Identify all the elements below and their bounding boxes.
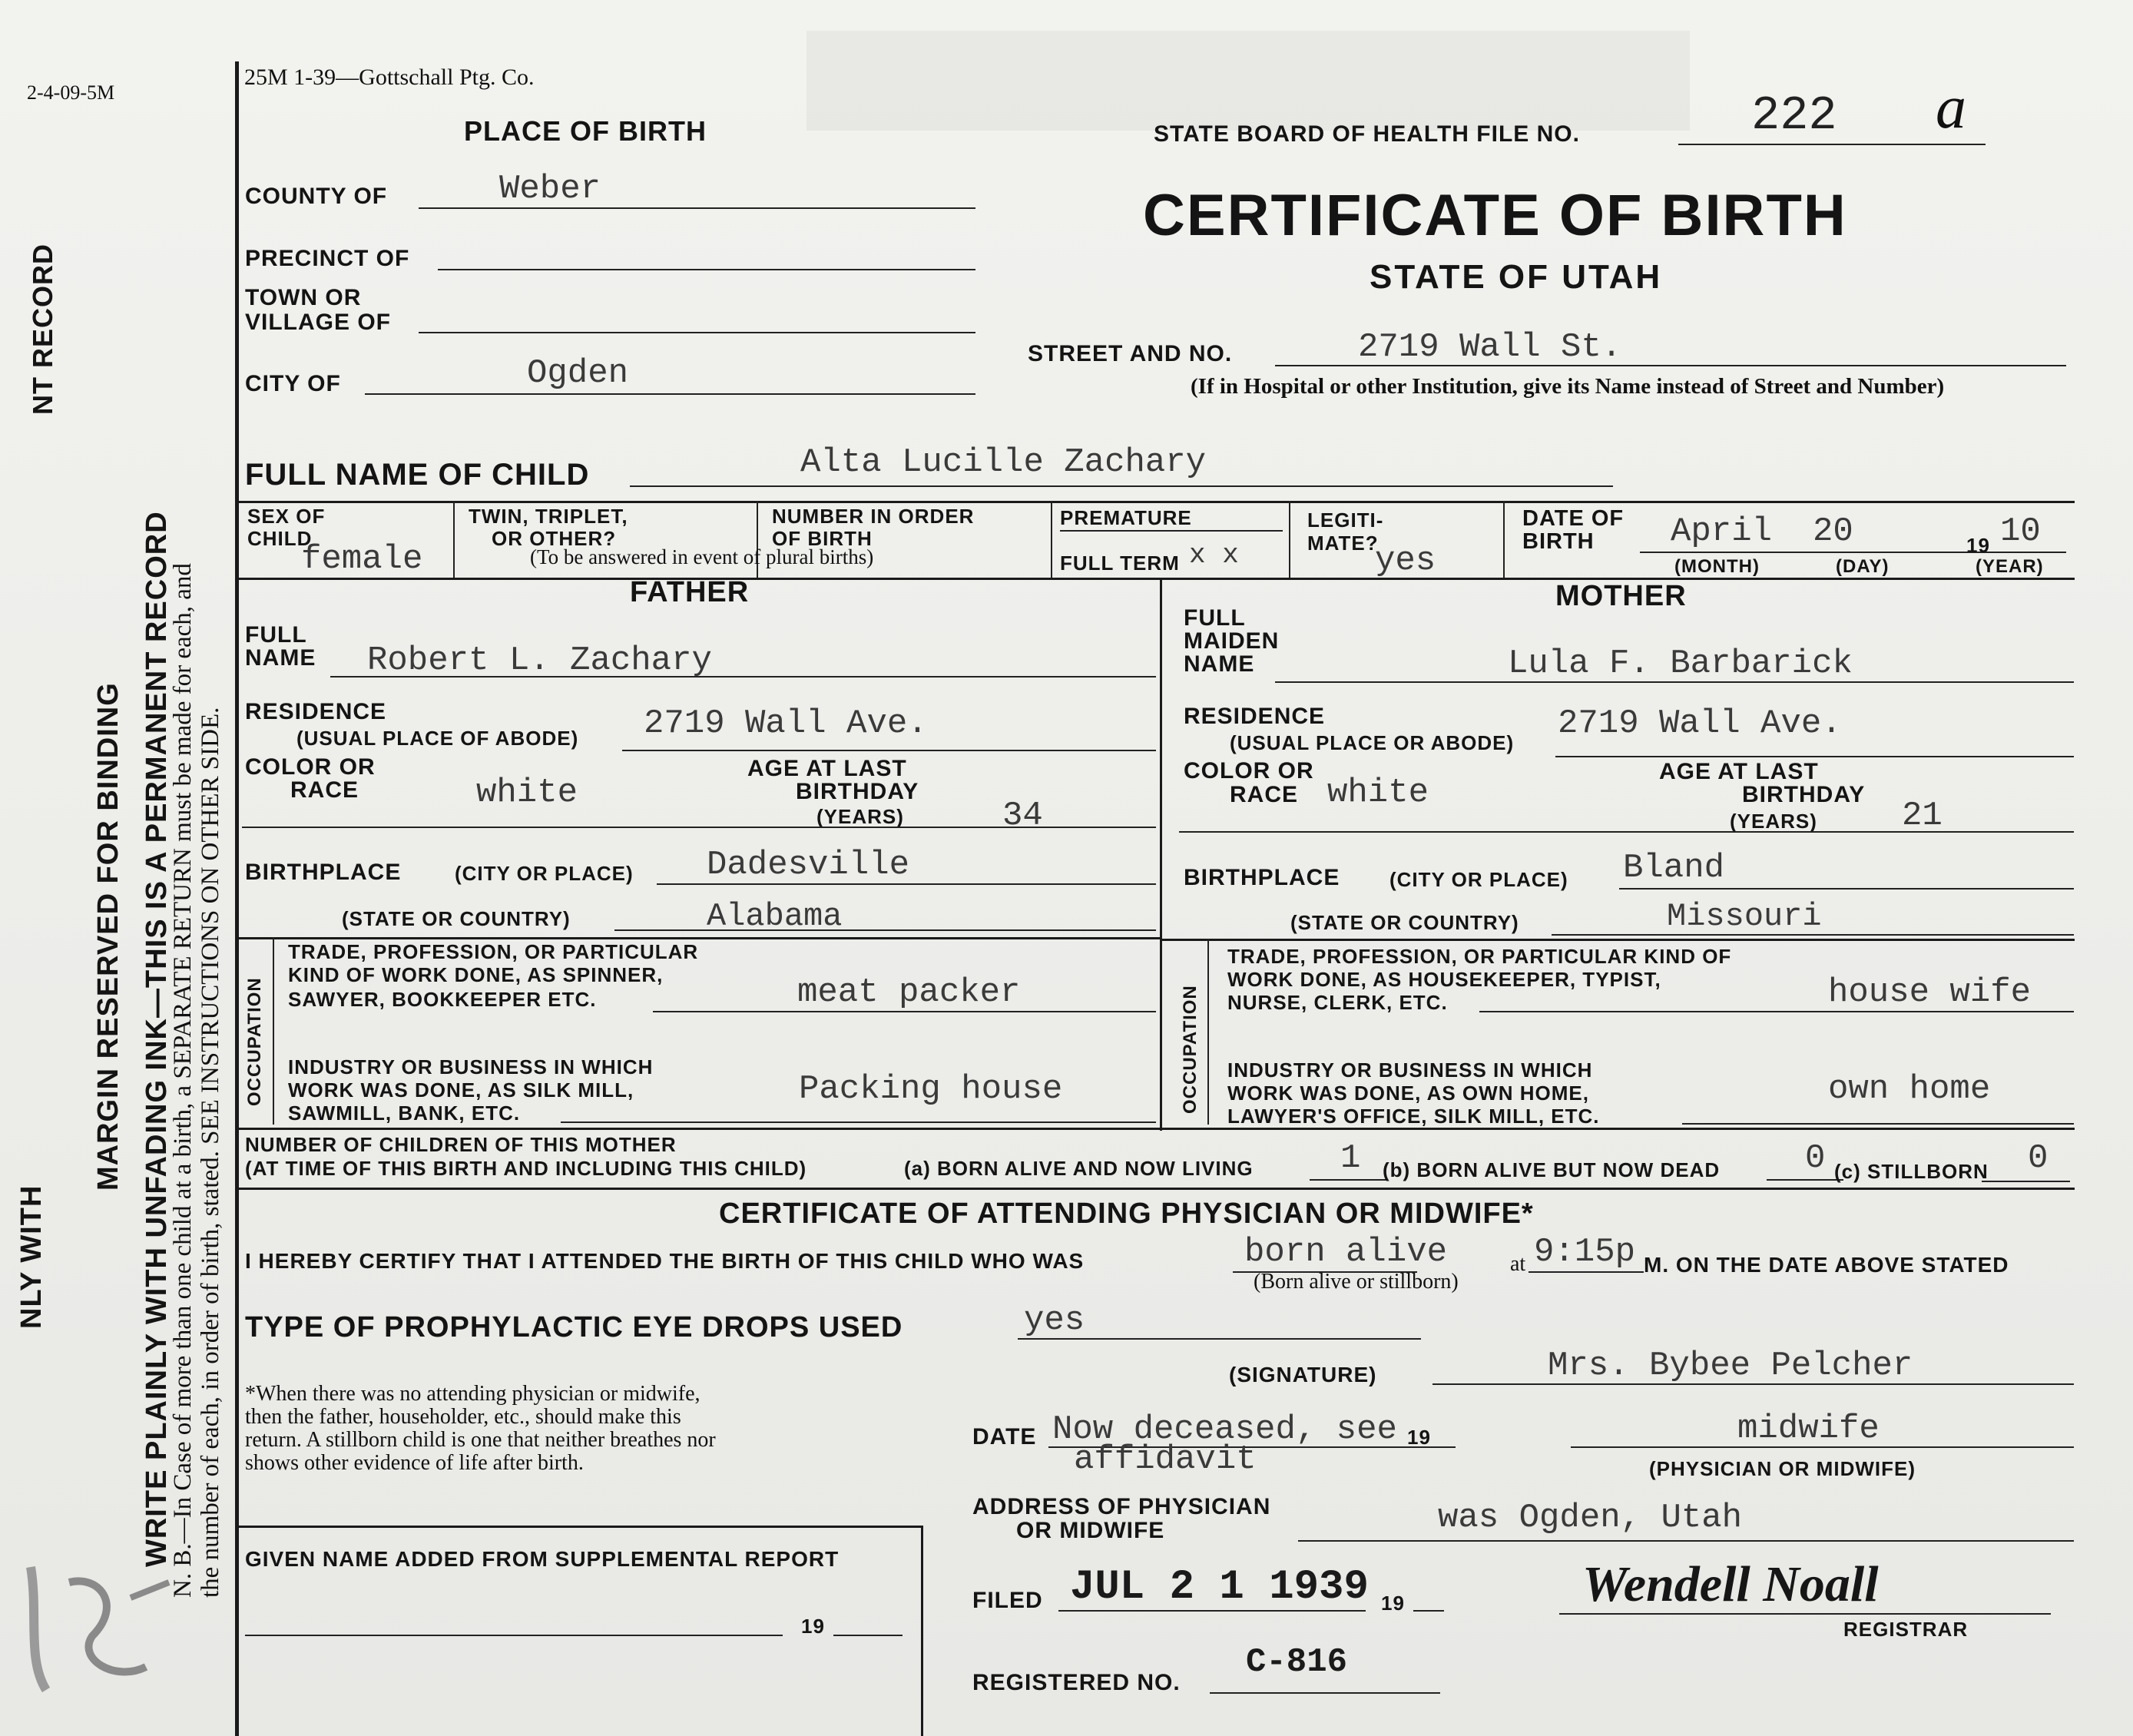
signature-value: Mrs. Bybee Pelcher: [1548, 1347, 1913, 1385]
mother-heading: MOTHER: [1555, 580, 1687, 612]
file-no-label: STATE BOARD OF HEALTH FILE NO.: [1154, 121, 1580, 147]
margin-record-text: NT RECORD: [27, 244, 58, 415]
filed-year-label: 19: [1381, 1592, 1405, 1615]
children-top-line: [235, 1128, 2075, 1130]
address-label-2: OR MIDWIFE: [1016, 1518, 1165, 1543]
father-trade-l1: TRADE, PROFESSION, OR PARTICULAR: [288, 940, 699, 963]
mother-res-sub: (USUAL PLACE OR ABODE): [1230, 731, 1515, 754]
physician-heading: CERTIFICATE OF ATTENDING PHYSICIAN OR MIDWIFE*: [719, 1198, 1534, 1230]
supplement-year-line: [833, 1635, 903, 1636]
children-a-label: (a) BORN ALIVE AND NOW LIVING: [904, 1157, 1254, 1180]
mother-bp-value: Bland: [1623, 849, 1725, 887]
mother-ind-line: [1682, 1123, 2074, 1125]
father-name-value: Robert L. Zachary: [367, 641, 712, 680]
address-label-1: ADDRESS OF PHYSICIAN: [972, 1494, 1271, 1519]
father-trade-l3: SAWYER, BOOKKEEPER ETC.: [288, 988, 597, 1011]
father-state-value: Alabama: [707, 898, 843, 935]
born-value: born alive: [1244, 1233, 1448, 1271]
margin-note-1: N. B.—In Case of more than one child at a birth, a SEPARATE RETURN must be made for each, and: [169, 563, 197, 1598]
printer-credit: 25M 1-39—Gottschall Ptg. Co.: [244, 65, 535, 90]
mother-occupation-tag: OCCUPATION: [1180, 985, 1201, 1114]
legit-value: yes: [1375, 542, 1436, 580]
mother-ind-l2: WORK WAS DONE, AS OWN HOME,: [1227, 1082, 1589, 1105]
eye-drops-value: yes: [1024, 1301, 1085, 1340]
child-row-top-line: [235, 501, 2075, 503]
file-no-value: 222: [1751, 88, 1837, 143]
father-res-value: 2719 Wall Ave.: [644, 704, 928, 743]
legit-label-2: MATE?: [1307, 532, 1379, 555]
children-a-value: 1: [1340, 1139, 1361, 1178]
child-name-label: FULL NAME OF CHILD: [245, 458, 590, 492]
state-subtitle: STATE OF UTAH: [1370, 258, 1663, 296]
children-b-line: [1767, 1179, 1843, 1181]
mother-res-value: 2719 Wall Ave.: [1558, 704, 1842, 743]
twin-label-2: OR OTHER?: [492, 527, 617, 550]
mother-ind-l1: INDUSTRY OR BUSINESS IN WHICH: [1227, 1058, 1593, 1082]
town-label-2: VILLAGE OF: [245, 310, 391, 335]
father-age-label-1: AGE AT LAST: [747, 756, 907, 781]
mother-trade-value: house wife: [1828, 973, 2032, 1012]
children-bottom-line: [235, 1188, 2075, 1190]
child-row-bottom-line: [235, 578, 2075, 580]
dob-month: April: [1671, 512, 1773, 551]
write-plainly-text: WRITE PLAINLY WITH UNFADING INK—THIS IS A PERMANENT RECORD: [141, 511, 173, 1567]
father-occupation-tag: OCCUPATION: [244, 977, 265, 1106]
place-of-birth-heading: PLACE OF BIRTH: [464, 115, 707, 147]
mother-color-line: [1179, 831, 2074, 833]
father-res-sub: (USUAL PLACE OF ABODE): [296, 727, 579, 750]
mother-color-label-2: RACE: [1230, 782, 1299, 807]
mother-age-label-3: (YEARS): [1730, 810, 1817, 833]
footnote-4: shows other evidence of life after birth.: [245, 1451, 584, 1475]
dob-label-2: BIRTH: [1522, 529, 1595, 554]
file-no-suffix: a: [1936, 74, 1966, 141]
father-color-label-2: RACE: [290, 777, 359, 803]
child-name-line: [630, 485, 1613, 487]
mother-res-label: RESIDENCE: [1184, 704, 1326, 729]
role-value: midwife: [1737, 1410, 1880, 1448]
header-ghost-mark: [806, 31, 1690, 131]
registrar-signature: Wendell Noall: [1582, 1556, 1879, 1612]
date-year-label: 19: [1407, 1426, 1431, 1449]
city-line: [365, 393, 975, 395]
town-label-1: TOWN OR: [245, 285, 362, 310]
father-ind-l3: SAWMILL, BANK, ETC.: [288, 1102, 521, 1125]
father-color-line: [242, 827, 1156, 828]
time-line: [1529, 1271, 1644, 1273]
father-color-label-1: COLOR OR: [245, 754, 376, 780]
father-bp-value: Dadesville: [707, 846, 910, 884]
parents-divider: [1160, 578, 1162, 1131]
eye-drops-label: TYPE OF PROPHYLACTIC EYE DROPS USED: [245, 1311, 903, 1343]
mother-name-label-1: FULL: [1184, 605, 1246, 631]
margin-reserved-text: MARGIN RESERVED FOR BINDING: [92, 682, 124, 1191]
mother-name-label-3: NAME: [1184, 651, 1255, 677]
signature-label: (SIGNATURE): [1229, 1363, 1377, 1386]
margin-handwriting: [15, 1552, 192, 1705]
father-heading: FATHER: [630, 576, 750, 608]
dob-label-1: DATE OF: [1522, 506, 1625, 531]
street-value: 2719 Wall St.: [1358, 328, 1622, 366]
mother-bp-label: BIRTHPLACE: [1184, 865, 1340, 890]
children-c-label: (c) STILLBORN: [1834, 1160, 1989, 1183]
children-c-value: 0: [2028, 1139, 2049, 1178]
margin-note-2: the number of each, in order of birth, stated. SEE INSTRUCTIONS ON OTHER SIDE.: [197, 707, 224, 1598]
footnote-2: then the father, householder, etc., should make this: [245, 1405, 681, 1429]
children-label-2: (AT TIME OF THIS BIRTH AND INCLUDING THIS CHILD): [245, 1157, 807, 1180]
twin-label-1: TWIN, TRIPLET,: [469, 505, 628, 528]
order-label-2: OF BIRTH: [772, 527, 873, 550]
premature-line: [1060, 530, 1283, 532]
street-label: STREET AND NO.: [1028, 341, 1233, 366]
mother-state-value: Missouri: [1667, 898, 1822, 935]
sex-label-2: CHILD: [247, 527, 313, 550]
county-value: Weber: [499, 170, 601, 208]
father-res-line: [622, 750, 1156, 751]
children-c-line: [1982, 1181, 2070, 1182]
father-state-line: [614, 929, 1156, 931]
supplement-line: [245, 1635, 783, 1636]
children-label-1: NUMBER OF CHILDREN OF THIS MOTHER: [245, 1133, 677, 1156]
father-ind-l1: INDUSTRY OR BUSINESS IN WHICH: [288, 1055, 654, 1078]
children-b-value: 0: [1805, 1139, 1826, 1178]
file-no-underline: [1678, 144, 1986, 145]
mother-occupation-tag-line: [1207, 939, 1209, 1125]
mother-age-label-1: AGE AT LAST: [1659, 759, 1819, 784]
mother-trade-l3: NURSE, CLERK, ETC.: [1227, 991, 1448, 1014]
certificate-title: CERTIFICATE OF BIRTH: [1143, 183, 1847, 248]
dob-line: [1640, 552, 2066, 553]
child-row-div-1: [453, 501, 455, 578]
legit-label-1: LEGITI-: [1307, 509, 1384, 532]
registered-value: C-816: [1246, 1643, 1348, 1681]
fullterm-mark: x x: [1189, 539, 1239, 571]
sex-value: female: [301, 540, 423, 578]
filed-value: JUL 2 1 1939: [1070, 1564, 1369, 1611]
address-value: was Ogden, Utah: [1438, 1499, 1743, 1537]
mother-occupation-top: [1160, 939, 2075, 941]
footnote-1: *When there was no attending physician or midwife,: [245, 1382, 701, 1406]
address-line: [1298, 1540, 2074, 1542]
footnote-3: return. A stillborn child is one that neither breathes nor: [245, 1428, 716, 1452]
father-ind-line: [561, 1121, 1156, 1123]
registered-label: REGISTERED NO.: [972, 1670, 1181, 1695]
child-row-div-5: [1503, 501, 1505, 578]
dob-year: 10: [2000, 512, 2041, 551]
city-label: CITY OF: [245, 371, 341, 396]
dob-day-caption: (DAY): [1836, 556, 1890, 577]
father-age-label-2: BIRTHDAY: [796, 779, 919, 804]
mother-name-value: Lula F. Barbarick: [1508, 644, 1853, 683]
mother-color-label-1: COLOR OR: [1184, 758, 1314, 784]
order-label-1: NUMBER IN ORDER: [772, 505, 975, 528]
time-value: 9:15p: [1534, 1233, 1636, 1271]
child-row-div-3: [1051, 501, 1052, 578]
time-suffix: M. ON THE DATE ABOVE STATED: [1644, 1253, 2009, 1277]
dob-year-prefix: 19: [1966, 534, 1990, 557]
father-trade-value: meat packer: [797, 973, 1021, 1012]
town-line: [419, 332, 975, 333]
dob-year-caption: (YEAR): [1976, 556, 2044, 577]
children-a-line: [1310, 1179, 1386, 1181]
premature-label: PREMATURE: [1060, 506, 1192, 529]
father-ind-l2: WORK WAS DONE, AS SILK MILL,: [288, 1078, 634, 1102]
date-label: DATE: [972, 1424, 1037, 1449]
father-occupation-tag-line: [273, 937, 274, 1125]
sex-label-1: SEX OF: [247, 505, 326, 528]
precinct-label: PRECINCT OF: [245, 246, 410, 271]
registered-line: [1210, 1692, 1440, 1694]
filed-label: FILED: [972, 1588, 1043, 1613]
date-value-2: affidavit: [1074, 1440, 1257, 1479]
mother-bp-line: [1619, 888, 2074, 890]
dob-month-caption: (MONTH): [1674, 556, 1760, 577]
county-label: COUNTY OF: [245, 184, 388, 209]
father-state-label: (STATE OR COUNTRY): [342, 907, 571, 930]
father-bp-sub: (CITY OR PLACE): [455, 862, 634, 885]
plural-note: (To be answered in event of plural births): [530, 545, 874, 568]
mother-age-label-2: BIRTHDAY: [1742, 782, 1866, 807]
city-value: Ogden: [527, 354, 629, 393]
mother-trade-l1: TRADE, PROFESSION, OR PARTICULAR KIND OF: [1227, 945, 1732, 968]
at-label: at: [1510, 1252, 1526, 1276]
father-color-value: white: [476, 774, 578, 812]
registrar-label: REGISTRAR: [1843, 1618, 1969, 1641]
certify-text: I HEREBY CERTIFY THAT I ATTENDED THE BIRTH OF THIS CHILD WHO WAS: [245, 1249, 1085, 1273]
mother-ind-l3: LAWYER'S OFFICE, SILK MILL, ETC.: [1227, 1105, 1600, 1128]
mother-color-value: white: [1327, 774, 1429, 812]
mother-trade-l2: WORK DONE, AS HOUSEKEEPER, TYPIST,: [1227, 968, 1661, 991]
stamp-code: 2-4-09-5M: [27, 81, 115, 104]
registrar-line: [1559, 1613, 2051, 1615]
street-note: (If in Hospital or other Institution, give its Name instead of Street and Number): [1191, 374, 1945, 399]
supplement-label: GIVEN NAME ADDED FROM SUPPLEMENTAL REPORT: [245, 1547, 840, 1571]
children-b-label: (b) BORN ALIVE BUT NOW DEAD: [1383, 1158, 1721, 1181]
mother-bp-sub: (CITY OR PLACE): [1389, 868, 1568, 891]
father-name-label-2: NAME: [245, 645, 316, 671]
mother-ind-value: own home: [1828, 1070, 1991, 1108]
father-age-value: 34: [1002, 797, 1043, 835]
father-bp-label: BIRTHPLACE: [245, 860, 402, 885]
mother-name-label-2: MAIDEN: [1184, 628, 1280, 654]
fullterm-label: FULL TERM: [1060, 552, 1180, 575]
role-caption: (PHYSICIAN OR MIDWIFE): [1649, 1457, 1916, 1480]
precinct-line: [438, 269, 975, 270]
supplement-year-label: 19: [801, 1615, 825, 1638]
mother-state-label: (STATE OR COUNTRY): [1290, 911, 1519, 934]
father-res-label: RESIDENCE: [245, 699, 387, 724]
father-trade-l2: KIND OF WORK DONE, AS SPINNER,: [288, 963, 664, 986]
father-occupation-top: [235, 937, 1160, 939]
filed-year-line: [1413, 1610, 1444, 1612]
mother-age-value: 21: [1902, 797, 1943, 835]
father-age-label-3: (YEARS): [816, 805, 904, 828]
date-value: Now deceased, see: [1052, 1410, 1397, 1449]
father-ind-value: Packing house: [799, 1070, 1063, 1108]
binding-margin-line: [235, 61, 239, 1736]
born-caption: (Born alive or stillborn): [1254, 1270, 1459, 1294]
child-row-div-4: [1289, 501, 1290, 578]
mother-res-line: [1555, 756, 2074, 757]
margin-with-text: NLY WITH: [15, 1184, 48, 1329]
child-name-value: Alta Lucille Zachary: [800, 443, 1207, 482]
dob-day: 20: [1813, 512, 1853, 551]
father-name-label-1: FULL: [245, 622, 307, 648]
